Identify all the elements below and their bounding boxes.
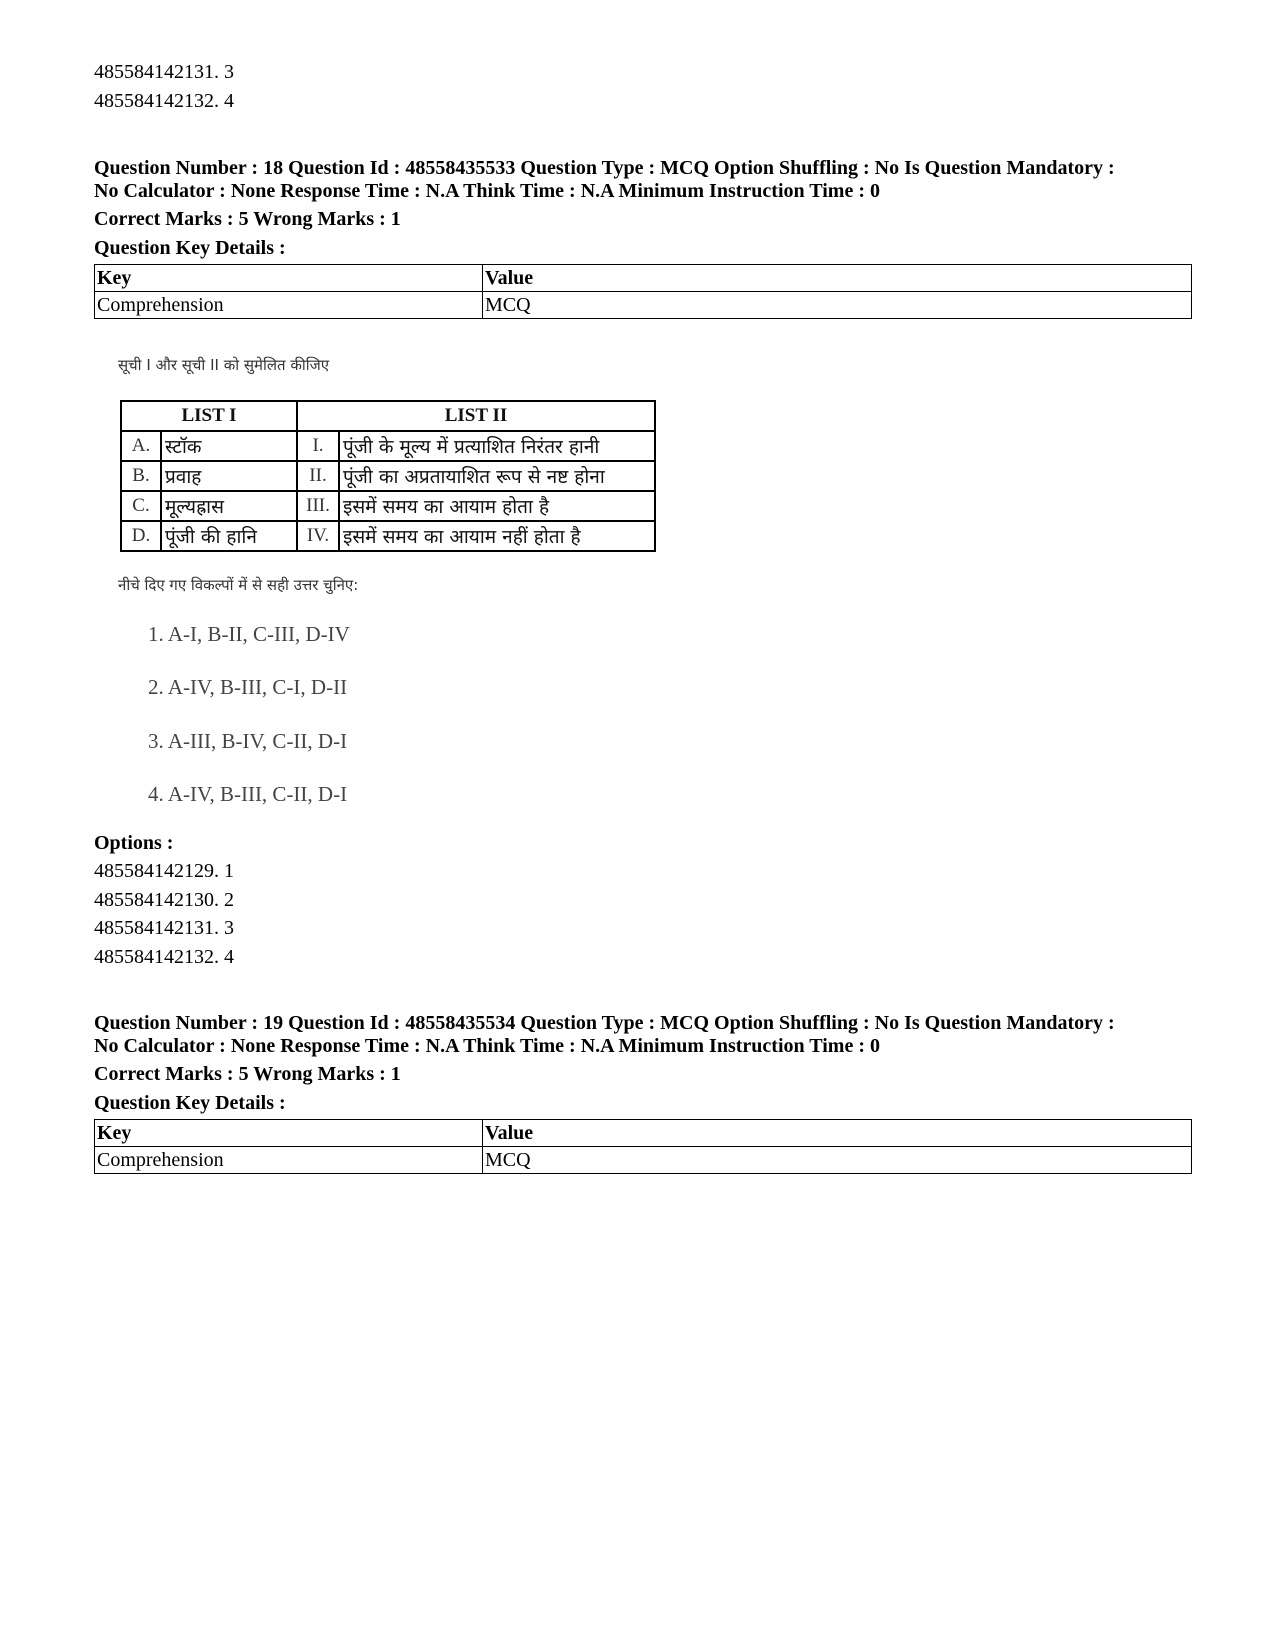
table-cell: Comprehension: [95, 292, 483, 319]
list-text: प्रवाह: [161, 461, 297, 491]
list-numeral: IV.: [297, 521, 339, 551]
table-header-row: [95, 265, 1192, 292]
list-text: इसमें समय का आयाम होता है: [339, 491, 655, 521]
list-text: इसमें समय का आयाम नहीं होता है: [339, 521, 655, 551]
key-details-label: Question Key Details :: [94, 237, 286, 259]
option-line: 485584142131. 3: [94, 61, 234, 83]
question-instruction: सूची I और सूची II को सुमेलित कीजिए: [118, 356, 330, 374]
option-line: 485584142130. 2: [94, 889, 234, 911]
answer-choice: 1. A-I, B-II, C-III, D-IV: [148, 622, 350, 646]
key-details-table: [94, 1119, 1192, 1174]
list-row: [121, 461, 655, 491]
options-label: Options :: [94, 832, 174, 854]
list-text: पूंजी के मूल्य में प्रत्याशित निरंतर हानी: [339, 431, 655, 461]
list-numeral: III.: [297, 491, 339, 521]
answer-choice: 4. A-IV, B-III, C-II, D-I: [148, 782, 348, 806]
table-row: [95, 1147, 1192, 1174]
option-line: 485584142132. 4: [94, 90, 234, 112]
option-line: 485584142132. 4: [94, 946, 234, 968]
list-row: [121, 491, 655, 521]
table-cell: Key: [95, 1120, 483, 1147]
table-cell: Value: [483, 265, 1192, 292]
marks-line: Correct Marks : 5 Wrong Marks : 1: [94, 208, 401, 230]
table-cell: MCQ: [483, 1147, 1192, 1174]
list-text: पूंजी की हानि: [161, 521, 297, 551]
list-text: स्टॉक: [161, 431, 297, 461]
table-header-row: [95, 1120, 1192, 1147]
question-header-line: No Calculator : None Response Time : N.A Think Time : N.A Minimum Instruction Time : 0: [94, 180, 880, 202]
key-details-table: [94, 264, 1192, 319]
question-header-line: Question Number : 18 Question Id : 48558435533 Question Type : MCQ Option Shuffling : No Is Question Mandatory :: [94, 157, 1115, 179]
list-header: LIST II: [297, 401, 655, 431]
list-row: [121, 521, 655, 551]
list-header-row: [121, 401, 655, 431]
list-letter: C.: [121, 491, 161, 521]
list-row: [121, 431, 655, 461]
option-line: 485584142129. 1: [94, 860, 234, 882]
match-list-table: [120, 400, 656, 552]
question-header-line: Question Number : 19 Question Id : 48558435534 Question Type : MCQ Option Shuffling : No Is Question Mandatory :: [94, 1012, 1115, 1034]
list-text: मूल्यह्रास: [161, 491, 297, 521]
option-line: 485584142131. 3: [94, 917, 234, 939]
marks-line: Correct Marks : 5 Wrong Marks : 1: [94, 1063, 401, 1085]
table-cell: Key: [95, 265, 483, 292]
table-cell: MCQ: [483, 292, 1192, 319]
list-letter: D.: [121, 521, 161, 551]
table-cell: Value: [483, 1120, 1192, 1147]
list-letter: A.: [121, 431, 161, 461]
list-text: पूंजी का अप्रतायाशित रूप से नष्ट होना: [339, 461, 655, 491]
answer-choice: 2. A-IV, B-III, C-I, D-II: [148, 675, 348, 699]
choose-instruction: नीचे दिए गए विकल्पों में से सही उत्तर चुनिए:: [118, 576, 359, 594]
question-header-line: No Calculator : None Response Time : N.A Think Time : N.A Minimum Instruction Time : 0: [94, 1035, 880, 1057]
key-details-label: Question Key Details :: [94, 1092, 286, 1114]
list-letter: B.: [121, 461, 161, 491]
table-row: [95, 292, 1192, 319]
list-header: LIST I: [121, 401, 297, 431]
list-numeral: I.: [297, 431, 339, 461]
list-numeral: II.: [297, 461, 339, 491]
table-cell: Comprehension: [95, 1147, 483, 1174]
answer-choice: 3. A-III, B-IV, C-II, D-I: [148, 729, 348, 753]
